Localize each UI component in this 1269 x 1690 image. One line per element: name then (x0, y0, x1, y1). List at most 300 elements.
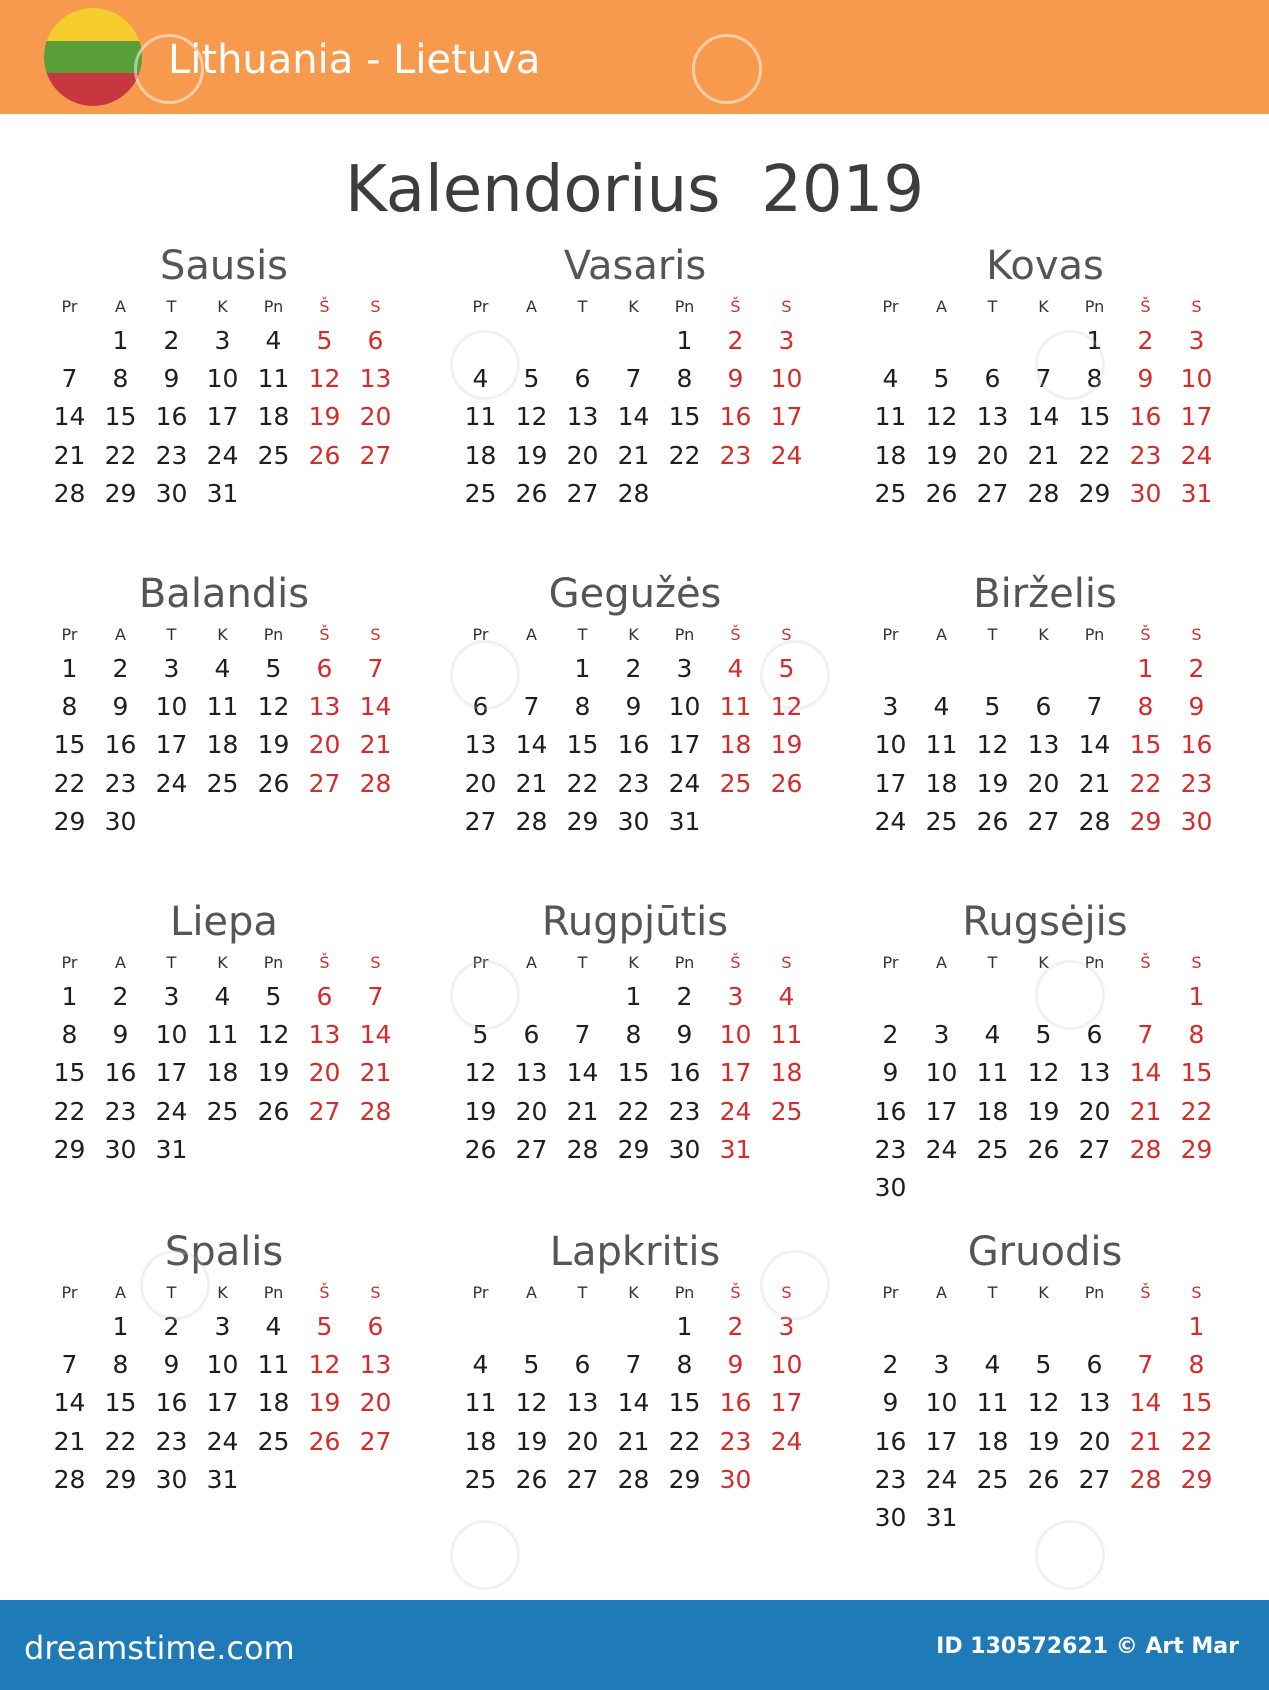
day-cell: 12 (515, 1388, 548, 1418)
day-cell: 1 (676, 326, 693, 355)
day-cell: 28 (1129, 1464, 1162, 1494)
day-cell: 27 (308, 1096, 341, 1126)
day-cell: 23 (668, 1096, 701, 1126)
day-cell: 17 (770, 1388, 803, 1418)
day-cell: 14 (1078, 730, 1111, 760)
day-cell: 31 (925, 1502, 958, 1532)
day-cell: 12 (257, 692, 290, 722)
month-block (865, 570, 1225, 841)
day-grid (865, 620, 1225, 841)
day-cell: 17 (155, 1058, 188, 1088)
month-block (865, 898, 1225, 1207)
day-cell: 30 (104, 1134, 137, 1164)
day-cell: 30 (719, 1464, 752, 1494)
day-cell: 26 (515, 1464, 548, 1494)
empty-cell (1120, 1308, 1171, 1346)
day-cell: 15 (668, 402, 701, 432)
day-cell: 15 (1180, 1058, 1213, 1088)
day-cell: 28 (515, 806, 548, 836)
weekday-header: S (370, 297, 381, 316)
day-cell: 25 (874, 478, 907, 508)
day-cell: 30 (1129, 478, 1162, 508)
month-name: Birželis (973, 571, 1117, 617)
day-cell: 9 (1137, 364, 1154, 394)
day-cell: 5 (316, 1312, 333, 1341)
day-grid (455, 620, 815, 841)
day-cell: 8 (1086, 364, 1103, 394)
weekday-header: A (115, 953, 126, 972)
day-cell: 11 (464, 402, 497, 432)
day-cell: 25 (257, 440, 290, 470)
day-cell: 6 (1086, 1020, 1103, 1050)
day-cell: 9 (727, 364, 744, 394)
empty-cell (455, 978, 506, 1016)
month-block (44, 1228, 404, 1499)
day-cell: 12 (770, 692, 803, 722)
day-cell: 17 (719, 1058, 752, 1088)
day-cell: 16 (104, 1058, 137, 1088)
day-cell: 4 (265, 326, 282, 355)
day-cell: 19 (1027, 1426, 1060, 1456)
day-grid (865, 948, 1225, 1207)
weekday-header: Pn (674, 297, 695, 316)
day-cell: 13 (566, 1388, 599, 1418)
day-cell: 30 (874, 1172, 907, 1202)
day-cell: 6 (523, 1020, 540, 1050)
day-cell: 19 (925, 440, 958, 470)
day-cell: 14 (1027, 402, 1060, 432)
weekday-header: Pr (472, 1283, 489, 1302)
day-cell: 25 (770, 1096, 803, 1126)
day-cell: 24 (155, 1096, 188, 1126)
day-cell: 29 (104, 1464, 137, 1494)
empty-cell (506, 322, 557, 360)
day-cell: 16 (1180, 730, 1213, 760)
weekday-header: S (781, 953, 792, 972)
empty-cell (1069, 978, 1120, 1016)
day-cell: 10 (668, 692, 701, 722)
empty-cell (1069, 650, 1120, 688)
day-cell: 23 (874, 1464, 907, 1494)
day-cell: 29 (53, 1134, 86, 1164)
day-cell: 2 (625, 654, 642, 683)
day-cell: 17 (770, 402, 803, 432)
day-cell: 12 (1027, 1058, 1060, 1088)
day-cell: 30 (155, 1464, 188, 1494)
day-cell: 18 (464, 1426, 497, 1456)
weekday-header: T (577, 1283, 588, 1302)
day-cell: 4 (472, 1350, 489, 1380)
day-cell: 10 (155, 692, 188, 722)
day-cell: 5 (933, 364, 950, 394)
weekday-header: T (987, 625, 998, 644)
day-cell: 7 (61, 1350, 78, 1380)
weekday-header: S (781, 297, 792, 316)
day-cell: 29 (1129, 806, 1162, 836)
weekday-header: Š (1140, 297, 1151, 316)
weekday-header: Š (1140, 625, 1151, 644)
weekday-header: A (115, 625, 126, 644)
day-cell: 29 (1180, 1464, 1213, 1494)
day-cell: 24 (155, 768, 188, 798)
day-cell: 21 (359, 1058, 392, 1088)
day-cell: 22 (668, 1426, 701, 1456)
weekday-header: T (166, 1283, 177, 1302)
day-cell: 2 (112, 982, 129, 1011)
country-label: Lithuania - Lietuva (168, 37, 541, 83)
day-cell: 3 (933, 1020, 950, 1050)
day-cell: 5 (472, 1020, 489, 1050)
day-cell: 19 (976, 768, 1009, 798)
day-cell: 3 (882, 692, 899, 722)
day-cell: 10 (719, 1020, 752, 1050)
day-cell: 2 (1137, 326, 1154, 355)
day-cell: 24 (770, 1426, 803, 1456)
day-cell: 14 (359, 1020, 392, 1050)
day-cell: 16 (874, 1426, 907, 1456)
day-cell: 12 (976, 730, 1009, 760)
day-cell: 6 (472, 692, 489, 722)
day-cell: 22 (1129, 768, 1162, 798)
day-cell: 8 (676, 1350, 693, 1380)
day-cell: 8 (1188, 1350, 1205, 1380)
weekday-header: K (217, 953, 228, 972)
day-cell: 14 (53, 1388, 86, 1418)
day-cell: 7 (1035, 364, 1052, 394)
day-cell: 15 (1129, 730, 1162, 760)
day-cell: 23 (1129, 440, 1162, 470)
day-cell: 28 (53, 1464, 86, 1494)
day-cell: 13 (359, 364, 392, 394)
day-cell: 27 (359, 440, 392, 470)
day-cell: 14 (1129, 1388, 1162, 1418)
day-cell: 17 (874, 768, 907, 798)
day-cell: 13 (976, 402, 1009, 432)
day-cell: 12 (515, 402, 548, 432)
empty-cell (44, 1308, 95, 1346)
day-cell: 16 (155, 402, 188, 432)
day-cell: 27 (308, 768, 341, 798)
day-cell: 6 (316, 982, 333, 1011)
weekday-header: A (526, 953, 537, 972)
empty-cell (865, 650, 916, 688)
day-cell: 9 (676, 1020, 693, 1050)
day-cell: 20 (464, 768, 497, 798)
day-cell: 26 (464, 1134, 497, 1164)
day-cell: 18 (206, 1058, 239, 1088)
day-cell: 20 (566, 440, 599, 470)
day-cell: 25 (464, 478, 497, 508)
weekday-header: T (166, 625, 177, 644)
day-cell: 19 (1027, 1096, 1060, 1126)
weekday-header: Pr (472, 953, 489, 972)
day-cell: 22 (1078, 440, 1111, 470)
empty-cell (1018, 322, 1069, 360)
day-cell: 28 (1027, 478, 1060, 508)
day-cell: 26 (1027, 1464, 1060, 1494)
day-cell: 7 (625, 364, 642, 394)
day-cell: 14 (1129, 1058, 1162, 1088)
day-cell: 26 (257, 768, 290, 798)
day-cell: 10 (206, 364, 239, 394)
weekday-header: Š (319, 953, 330, 972)
day-cell: 18 (976, 1426, 1009, 1456)
weekday-header: K (217, 625, 228, 644)
weekday-header: T (987, 953, 998, 972)
day-cell: 26 (1027, 1134, 1060, 1164)
day-cell: 20 (308, 1058, 341, 1088)
day-cell: 4 (933, 692, 950, 722)
day-cell: 15 (53, 730, 86, 760)
day-cell: 24 (668, 768, 701, 798)
month-block (44, 570, 404, 841)
empty-cell (967, 322, 1018, 360)
day-cell: 16 (668, 1058, 701, 1088)
weekday-header: T (577, 297, 588, 316)
day-cell: 14 (515, 730, 548, 760)
day-cell: 3 (676, 654, 693, 683)
lithuania-flag-icon (44, 8, 142, 106)
day-cell: 7 (61, 364, 78, 394)
day-cell: 8 (1137, 692, 1154, 722)
weekday-header: S (370, 953, 381, 972)
day-cell: 8 (1188, 1020, 1205, 1050)
day-cell: 1 (61, 982, 78, 1011)
day-cell: 17 (925, 1426, 958, 1456)
day-cell: 20 (359, 402, 392, 432)
day-cell: 21 (53, 1426, 86, 1456)
day-cell: 22 (53, 768, 86, 798)
day-cell: 21 (359, 730, 392, 760)
weekday-header: A (115, 297, 126, 316)
day-cell: 29 (617, 1134, 650, 1164)
empty-cell (967, 1308, 1018, 1346)
day-cell: 21 (515, 768, 548, 798)
weekday-header: A (936, 1283, 947, 1302)
day-cell: 4 (214, 654, 231, 683)
day-cell: 3 (214, 326, 231, 355)
weekday-header: T (577, 625, 588, 644)
day-cell: 4 (727, 654, 744, 683)
day-cell: 18 (925, 768, 958, 798)
day-cell: 22 (53, 1096, 86, 1126)
day-cell: 14 (53, 402, 86, 432)
day-cell: 11 (770, 1020, 803, 1050)
day-cell: 11 (719, 692, 752, 722)
month-name: Gegužės (548, 571, 722, 617)
day-cell: 22 (668, 440, 701, 470)
day-cell: 1 (1137, 654, 1154, 683)
weekday-header: K (217, 1283, 228, 1302)
day-cell: 18 (257, 402, 290, 432)
day-cell: 19 (515, 440, 548, 470)
empty-cell (1120, 978, 1171, 1016)
day-cell: 27 (1078, 1134, 1111, 1164)
month-block (865, 242, 1225, 513)
day-cell: 7 (1086, 692, 1103, 722)
day-cell: 16 (617, 730, 650, 760)
day-cell: 1 (61, 654, 78, 683)
day-cell: 19 (308, 1388, 341, 1418)
day-cell: 2 (676, 982, 693, 1011)
day-cell: 27 (976, 478, 1009, 508)
day-cell: 5 (265, 654, 282, 683)
day-cell: 15 (104, 1388, 137, 1418)
day-cell: 26 (770, 768, 803, 798)
day-cell: 22 (1180, 1426, 1213, 1456)
weekday-header: A (526, 1283, 537, 1302)
day-cell: 28 (359, 768, 392, 798)
day-cell: 17 (206, 402, 239, 432)
weekday-header: S (1191, 953, 1202, 972)
weekday-header: Pn (1084, 953, 1105, 972)
day-cell: 23 (1180, 768, 1213, 798)
day-grid (455, 1278, 815, 1499)
day-cell: 24 (874, 806, 907, 836)
day-cell: 25 (206, 1096, 239, 1126)
day-cell: 12 (257, 1020, 290, 1050)
weekday-header: K (1038, 297, 1049, 316)
day-cell: 11 (206, 1020, 239, 1050)
day-cell: 9 (112, 692, 129, 722)
month-name: Spalis (164, 1229, 284, 1275)
day-cell: 21 (1129, 1426, 1162, 1456)
day-grid (865, 1278, 1225, 1537)
weekday-header: Pr (882, 297, 899, 316)
day-cell: 21 (617, 1426, 650, 1456)
day-cell: 26 (257, 1096, 290, 1126)
weekday-header: S (370, 1283, 381, 1302)
day-cell: 19 (257, 1058, 290, 1088)
day-cell: 2 (112, 654, 129, 683)
day-cell: 25 (976, 1134, 1009, 1164)
day-cell: 17 (668, 730, 701, 760)
weekday-header: Pn (263, 625, 284, 644)
day-grid (44, 948, 404, 1169)
day-cell: 8 (112, 1350, 129, 1380)
day-cell: 15 (668, 1388, 701, 1418)
weekday-header: Pn (674, 953, 695, 972)
weekday-header: Š (319, 1283, 330, 1302)
day-cell: 6 (984, 364, 1001, 394)
day-cell: 13 (308, 692, 341, 722)
weekday-header: Š (730, 953, 741, 972)
day-cell: 17 (925, 1096, 958, 1126)
day-cell: 24 (206, 440, 239, 470)
day-cell: 11 (874, 402, 907, 432)
day-cell: 19 (770, 730, 803, 760)
empty-cell (1018, 978, 1069, 1016)
empty-cell (455, 650, 506, 688)
day-cell: 28 (617, 478, 650, 508)
day-cell: 5 (778, 654, 795, 683)
month-name: Vasaris (563, 243, 707, 289)
day-cell: 9 (882, 1058, 899, 1088)
day-cell: 3 (727, 982, 744, 1011)
day-cell: 11 (257, 364, 290, 394)
empty-cell (506, 978, 557, 1016)
day-cell: 16 (1129, 402, 1162, 432)
dreamstime-logo[interactable]: dreamstime.com (24, 1629, 295, 1667)
weekday-header: T (577, 953, 588, 972)
day-cell: 28 (617, 1464, 650, 1494)
weekday-header: S (1191, 1283, 1202, 1302)
weekday-header: S (1191, 625, 1202, 644)
day-cell: 5 (523, 364, 540, 394)
day-cell: 1 (1188, 982, 1205, 1011)
day-cell: 25 (976, 1464, 1009, 1494)
day-cell: 15 (53, 1058, 86, 1088)
weekday-header: K (628, 953, 639, 972)
day-cell: 4 (778, 982, 795, 1011)
day-cell: 7 (625, 1350, 642, 1380)
day-cell: 3 (163, 654, 180, 683)
weekday-header: Pr (882, 953, 899, 972)
day-cell: 11 (464, 1388, 497, 1418)
day-cell: 28 (359, 1096, 392, 1126)
day-cell: 17 (1180, 402, 1213, 432)
day-cell: 28 (1129, 1134, 1162, 1164)
day-cell: 30 (874, 1502, 907, 1532)
weekday-header: Pn (1084, 297, 1105, 316)
day-cell: 7 (1137, 1350, 1154, 1380)
day-cell: 3 (214, 1312, 231, 1341)
day-cell: 29 (53, 806, 86, 836)
day-cell: 31 (668, 806, 701, 836)
day-cell: 14 (617, 402, 650, 432)
empty-cell (557, 978, 608, 1016)
weekday-header: Pr (472, 625, 489, 644)
weekday-header: S (781, 1283, 792, 1302)
empty-cell (967, 978, 1018, 1016)
day-cell: 1 (676, 1312, 693, 1341)
day-cell: 6 (367, 1312, 384, 1341)
day-cell: 22 (566, 768, 599, 798)
day-cell: 12 (308, 1350, 341, 1380)
day-cell: 6 (1035, 692, 1052, 722)
day-cell: 26 (515, 478, 548, 508)
day-cell: 31 (206, 1464, 239, 1494)
day-cell: 23 (104, 1096, 137, 1126)
day-cell: 7 (367, 982, 384, 1011)
day-cell: 2 (163, 1312, 180, 1341)
day-grid (455, 292, 815, 513)
day-cell: 12 (1027, 1388, 1060, 1418)
day-cell: 3 (778, 1312, 795, 1341)
day-cell: 17 (206, 1388, 239, 1418)
weekday-header: Pn (263, 1283, 284, 1302)
weekday-header: T (987, 1283, 998, 1302)
day-cell: 10 (770, 1350, 803, 1380)
weekday-header: K (628, 625, 639, 644)
day-cell: 6 (316, 654, 333, 683)
day-cell: 26 (925, 478, 958, 508)
weekday-header: Pn (1084, 1283, 1105, 1302)
day-cell: 4 (265, 1312, 282, 1341)
weekday-header: Š (730, 1283, 741, 1302)
day-cell: 6 (367, 326, 384, 355)
day-cell: 24 (925, 1134, 958, 1164)
day-cell: 21 (1078, 768, 1111, 798)
day-cell: 19 (257, 730, 290, 760)
weekday-header: K (628, 297, 639, 316)
day-cell: 1 (112, 326, 129, 355)
weekday-header: S (1191, 297, 1202, 316)
day-cell: 27 (1027, 806, 1060, 836)
header-bar (0, 0, 1269, 114)
weekday-header: A (526, 625, 537, 644)
weekday-header: Š (730, 625, 741, 644)
